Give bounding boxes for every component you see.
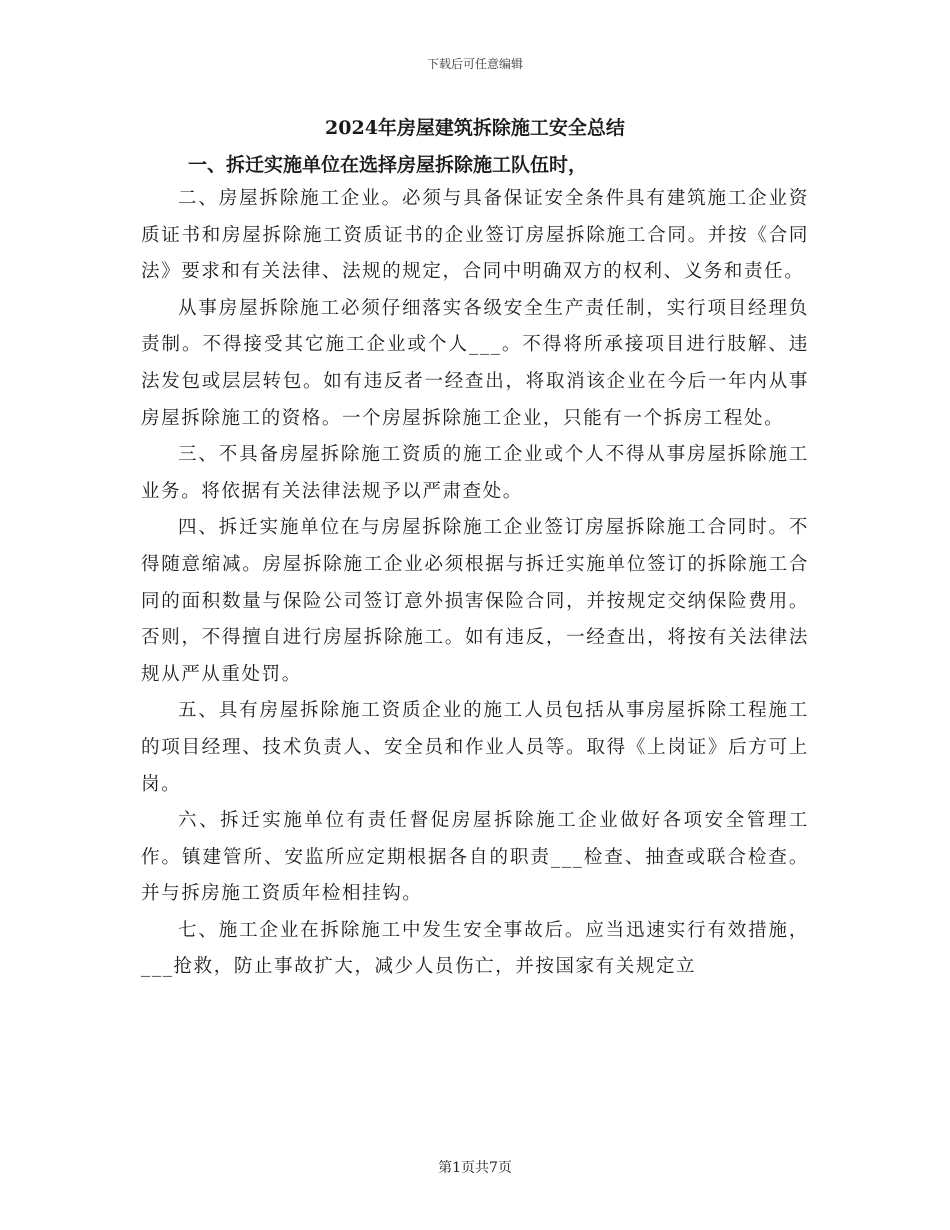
paragraph: 四、拆迁实施单位在与房屋拆除施工企业签订房屋拆除施工合同时。不得随意缩减。房屋拆除施工企业必须根据与拆迁实施单位签订的拆除施工合同的面积数量与保险公司签订意外损害保险合同，并按规定交纳保险费用。否则，不得擅自进行房屋拆除施工。如有违反，一经查出，将按有关法律法规从严从重处罚。 xyxy=(141,517,809,685)
paragraph: 六、拆迁实施单位有责任督促房屋拆除施工企业做好各项安全管理工作。镇建管所、安监所应定期根据各自的职责___检查、抽查或联合检查。并与拆房施工资质年检相挂钩。 xyxy=(141,810,809,905)
paragraph: 七、施工企业在拆除施工中发生安全事故后。应当迅速实行有效措施，___抢救，防止事故扩大，减少人员伤亡，并按国家有关规定立 xyxy=(141,919,809,978)
document-title: 2024年房屋建筑拆除施工安全总结 xyxy=(325,117,625,139)
document-body xyxy=(141,181,809,986)
paragraph: 五、具有房屋拆除施工资质企业的施工人员包括从事房屋拆除工程施工的项目经理、技术负责人、安全员和作业人员等。取得《上岗证》后方可上岗。 xyxy=(141,700,809,795)
paragraph: 三、不具备房屋拆除施工资质的施工企业或个人不得从事房屋拆除施工业务。将依据有关法律法规予以严肃查处。 xyxy=(141,444,809,502)
page-header: 下载后可任意编辑 xyxy=(426,57,523,71)
section-heading: 一、拆迁实施单位在选择房屋拆除施工队伍时， xyxy=(188,154,588,176)
paragraph: 从事房屋拆除施工必须仔细落实各级安全生产责任制，实行项目经理负责制。不得接受其它施工企业或个人___。不得将所承接项目进行肢解、违法发包或层层转包。如有违反者一经查出，将取消该企业在今后一年内从事房屋拆除施工的资格。一个房屋拆除施工企业，只能有一个拆房工程处。 xyxy=(141,297,809,429)
page-footer: 第1页共7页 xyxy=(438,1160,512,1176)
paragraph: 二、房屋拆除施工企业。必须与具备保证安全条件具有建筑施工企业资质证书和房屋拆除施工资质证书的企业签订房屋拆除施工合同。并按《合同法》要求和有关法律、法规的规定，合同中明确双方的权利、义务和责任。 xyxy=(141,188,809,283)
